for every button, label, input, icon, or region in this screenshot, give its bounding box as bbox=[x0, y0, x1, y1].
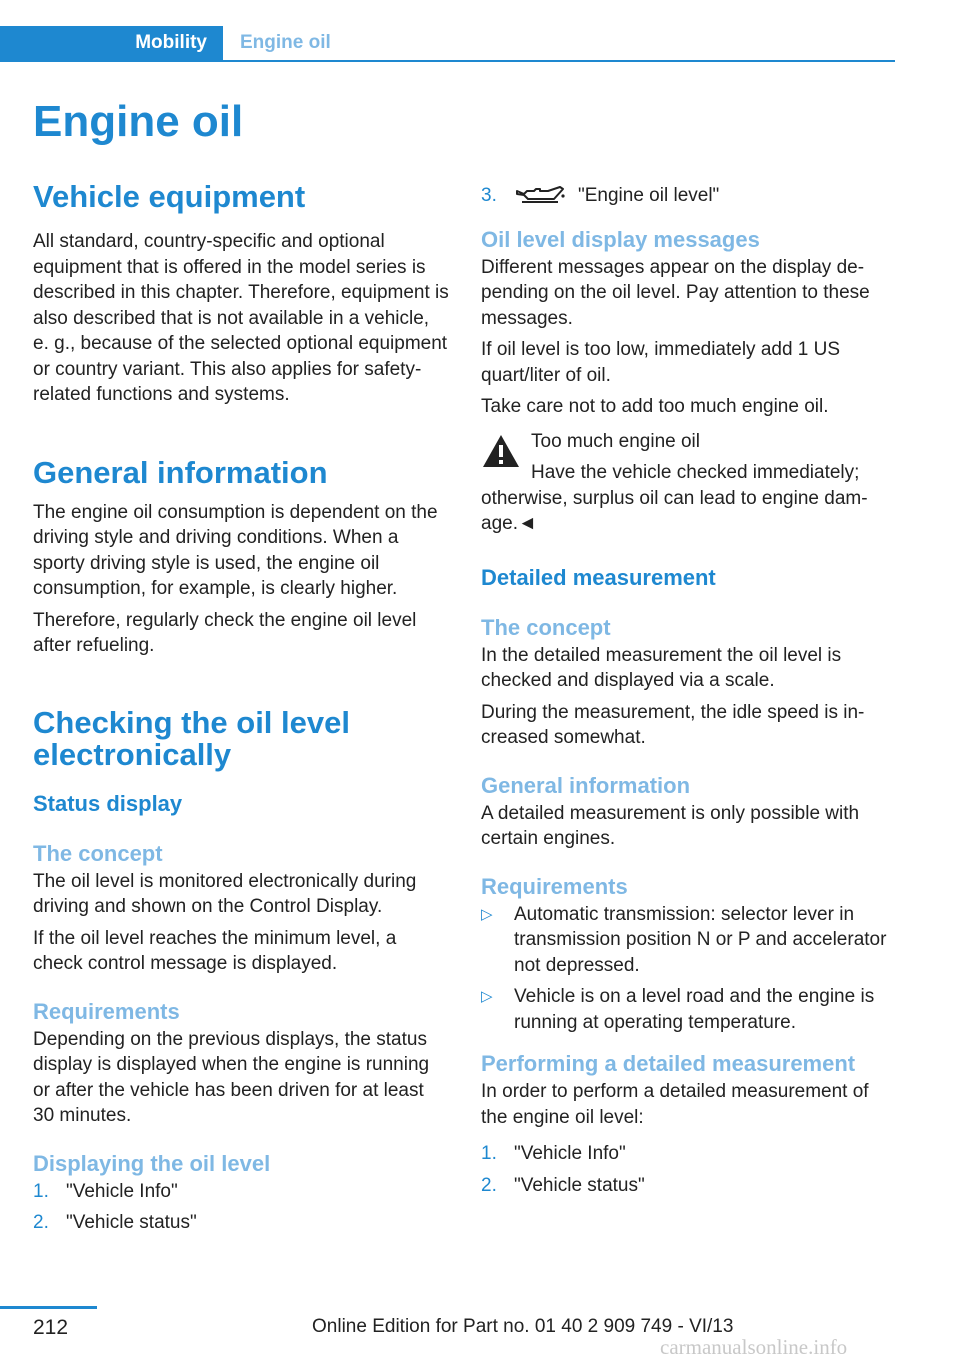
heading-concept: The concept bbox=[33, 840, 163, 866]
heading-performing-measurement: Performing a detailed measurement bbox=[481, 1051, 856, 1076]
footer-divider bbox=[0, 1306, 97, 1309]
heading-general-information: General information bbox=[33, 454, 328, 490]
concept-right-p1: In the detailed measurement the oil level is checked and displayed via a scale. bbox=[481, 644, 842, 691]
heading-checking-oil-level: Checking the oil level electronically bbox=[33, 704, 350, 772]
heading-status-display: Status display bbox=[33, 790, 183, 816]
concept-right-p2: During the measurement, the idle speed is increased somewhat. bbox=[481, 701, 865, 748]
heading-requirements-right: Requirements bbox=[481, 873, 628, 899]
section-tab: Mobility bbox=[0, 26, 223, 60]
bullet-triangle-icon: ▷ bbox=[481, 905, 493, 923]
list-item bbox=[33, 1210, 449, 1236]
step-text: "Engine oil level" bbox=[578, 185, 720, 206]
concept-p1: The oil level is monitored electronically during driving and shown on the Control Display. bbox=[33, 870, 417, 917]
messages-p3: Take care not to add too much engine oil. bbox=[481, 396, 829, 417]
heading-oil-level-messages: Oil level display messages bbox=[481, 226, 760, 252]
step-number: 3. bbox=[481, 185, 497, 206]
warning-text2: otherwise, surplus oil can lead to engine damage.◄ bbox=[481, 487, 868, 534]
concept-p2: If the oil level reaches the minimum level, a check control message is displayed. bbox=[33, 927, 397, 974]
list-item bbox=[33, 1179, 449, 1205]
heading-displaying-oil-level: Displaying the oil level bbox=[33, 1150, 271, 1176]
bullet-triangle-icon: ▷ bbox=[481, 988, 493, 1005]
requirements-list bbox=[481, 902, 893, 1036]
messages-p2: If oil level is too low, immediately add 1 US quart/liter of oil. bbox=[481, 339, 841, 386]
page-title: Engine oil bbox=[33, 97, 244, 146]
edition-text: Online Edition for Part no. 01 40 2 909 749 - VI/13 bbox=[312, 1316, 734, 1337]
displaying-steps-list bbox=[33, 1179, 449, 1236]
heading-vehicle-equipment: Vehicle equipment bbox=[33, 179, 306, 214]
step-text: "Vehicle status" bbox=[514, 1174, 645, 1196]
heading-general-information-right: General information bbox=[481, 772, 691, 798]
step-text: "Vehicle Info" bbox=[66, 1180, 178, 1202]
page-header bbox=[0, 26, 895, 62]
heading-concept-right: The concept bbox=[481, 614, 611, 640]
requirement-text: Vehicle is on a level road and the engine is running at operating temperature. bbox=[514, 986, 875, 1033]
warning-triangle-icon bbox=[481, 433, 521, 469]
right-column bbox=[481, 183, 893, 1204]
step-number: 1. bbox=[33, 1180, 49, 1202]
heading-detailed-measurement: Detailed measurement bbox=[481, 564, 716, 590]
step3-list bbox=[481, 183, 893, 209]
messages-p1: Different messages appear on the display depending on the oil level. Pay attention to these messages. bbox=[481, 256, 870, 329]
requirement-text: Automatic transmission: selector lever in transmission position N or P and accelerator not depressed. bbox=[514, 903, 887, 976]
left-column bbox=[33, 180, 449, 1242]
list-item bbox=[481, 902, 893, 979]
vehicle-equipment-text: All standard, country-specific and optional equipment that is offered in the model series is described in this chapter. Therefore, equipment is also described that is not available in a vehicle, e. g., because of the selected optional equipment or country variant. This also applies for safety-related functions and systems. bbox=[33, 231, 449, 405]
warning-text1: Have the vehicle checked immediately; bbox=[531, 462, 860, 483]
performing-steps-list bbox=[481, 1141, 893, 1198]
oil-can-icon bbox=[514, 185, 566, 207]
requirements-text: Depending on the previous displays, the status display is displayed when the engine is running or after the vehicle has been driven for at least 30 minutes. bbox=[33, 1028, 430, 1126]
list-item bbox=[481, 1141, 893, 1167]
list-item bbox=[481, 984, 893, 1035]
performing-text: In order to perform a detailed measurement of the engine oil level: bbox=[481, 1081, 869, 1128]
header-divider bbox=[0, 60, 895, 62]
step-text: "Vehicle status" bbox=[66, 1212, 197, 1233]
general-right-text: A detailed measurement is only possible with certain engines. bbox=[481, 802, 860, 849]
heading-requirements: Requirements bbox=[33, 998, 180, 1024]
warning-box bbox=[481, 429, 893, 537]
page-number: 212 bbox=[33, 1316, 69, 1339]
general-information-p1: The engine oil consumption is dependent on the driving style and driving conditions. When a sporty driving style is used, the engine oil consumption, for example, is clearly higher. bbox=[33, 501, 438, 599]
general-information-p2: Therefore, regularly check the engine oil level after refueling. bbox=[33, 609, 417, 656]
step-number: 2. bbox=[481, 1174, 497, 1196]
chapter-tab: Engine oil bbox=[240, 32, 331, 53]
list-item bbox=[481, 183, 893, 209]
list-item bbox=[481, 1173, 893, 1199]
step-number: 1. bbox=[481, 1143, 497, 1164]
watermark: carmanualsonline.info bbox=[660, 1335, 848, 1359]
step-text: "Vehicle Info" bbox=[514, 1143, 626, 1164]
warning-title: Too much engine oil bbox=[531, 430, 700, 452]
step-number: 2. bbox=[33, 1212, 49, 1233]
